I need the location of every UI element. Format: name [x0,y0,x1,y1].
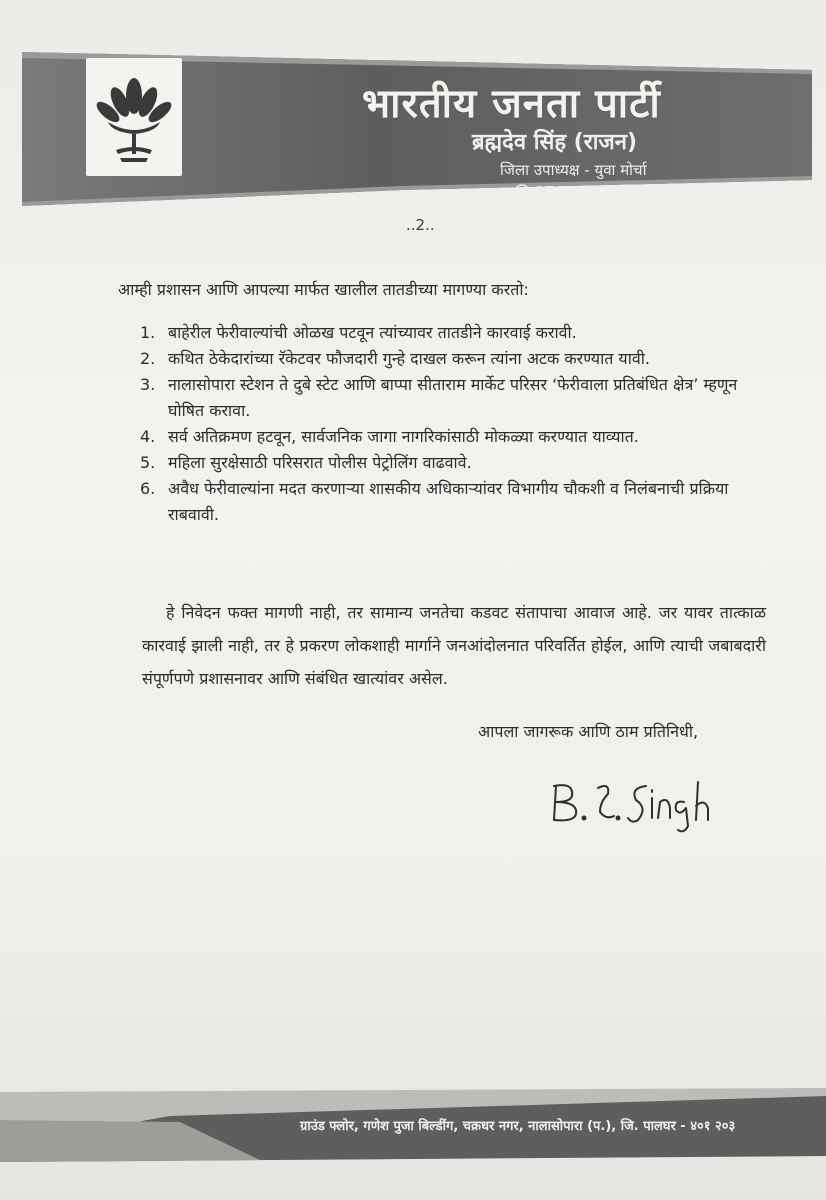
lotus-icon [86,58,182,176]
list-item: 3. नालासोपारा स्टेशन ते दुबे स्टेट आणि बाप्पा सीताराम मार्केट परिसर ‘फेरीवाला प्रतिबंधित क्षेत्र’ म्हणून घोषित करावा. [140,375,738,420]
list-item: 5. महिला सुरक्षेसाठी परिसरात पोलीस पेट्रोलिंग वाढवावे. [140,453,472,472]
intro-paragraph: आम्ही प्रशासन आणि आपल्या मार्फत खालील तातडीच्या मागण्या करतो: [118,280,529,299]
signoff-line: आपला जागरूक आणि ठाम प्रतिनिधी, [478,722,699,741]
phone-number: 9764854143 [534,183,639,201]
party-name: भारतीय जनता पार्टी [362,81,661,127]
list-item: 6. अवैध फेरीवाल्यांना मदत करणाऱ्या शासकीय अधिकाऱ्यांवर विभागीय चौकशी व निलंबनाची प्रक्रिया राबवावी. [140,479,729,524]
phone-contact [514,183,714,201]
list-item: 2. कथित ठेकेदारांच्या रॅकेटवर फौजदारी गुन्हे दाखल करून त्यांना अटक करण्यात यावी. [140,349,650,368]
party-logo [86,58,182,176]
leader-name: ब्रह्मदेव सिंह (राजन) [472,130,638,155]
page-number: ..2.. [406,216,435,234]
footer-address: ग्राउंड फ्लोर, गणेश पुजा बिल्डींग, चक्रधर नगर, नालासोपारा (प.), जि. पालघर - ४०१ २०३ [300,1119,736,1134]
letterhead [22,30,812,208]
list-item: 1. बाहेरील फेरीवाल्यांची ओळख पटवून त्यांच्यावर तातडीने कारवाई करावी. [140,323,577,342]
demands-list [140,320,760,528]
closing-paragraph: हे निवेदन फक्त मागणी नाही, तर सामान्य जनतेचा कडवट संतापाचा आवाज आहे. जर यावर तात्काळ कारवाई झाली नाही, तर हे प्रकरण लोकशाही मार्गाने जनआंदोलनात परिवर्तित होईल, आणि त्याची जबाबदारी संपूर्णपणे प्रशासनावर आणि संबंधित खात्यांवर असेल. [142,603,766,688]
handwritten-signature [548,768,728,838]
leader-designation: जिला उपाध्यक्ष - युवा मोर्चा [500,161,647,179]
list-item: 4. सर्व अतिक्रमण हटवून, सार्वजनिक जागा नागरिकांसाठी मोकळ्या करण्यात याव्यात. [140,427,639,446]
whatsapp-icon [514,184,530,200]
